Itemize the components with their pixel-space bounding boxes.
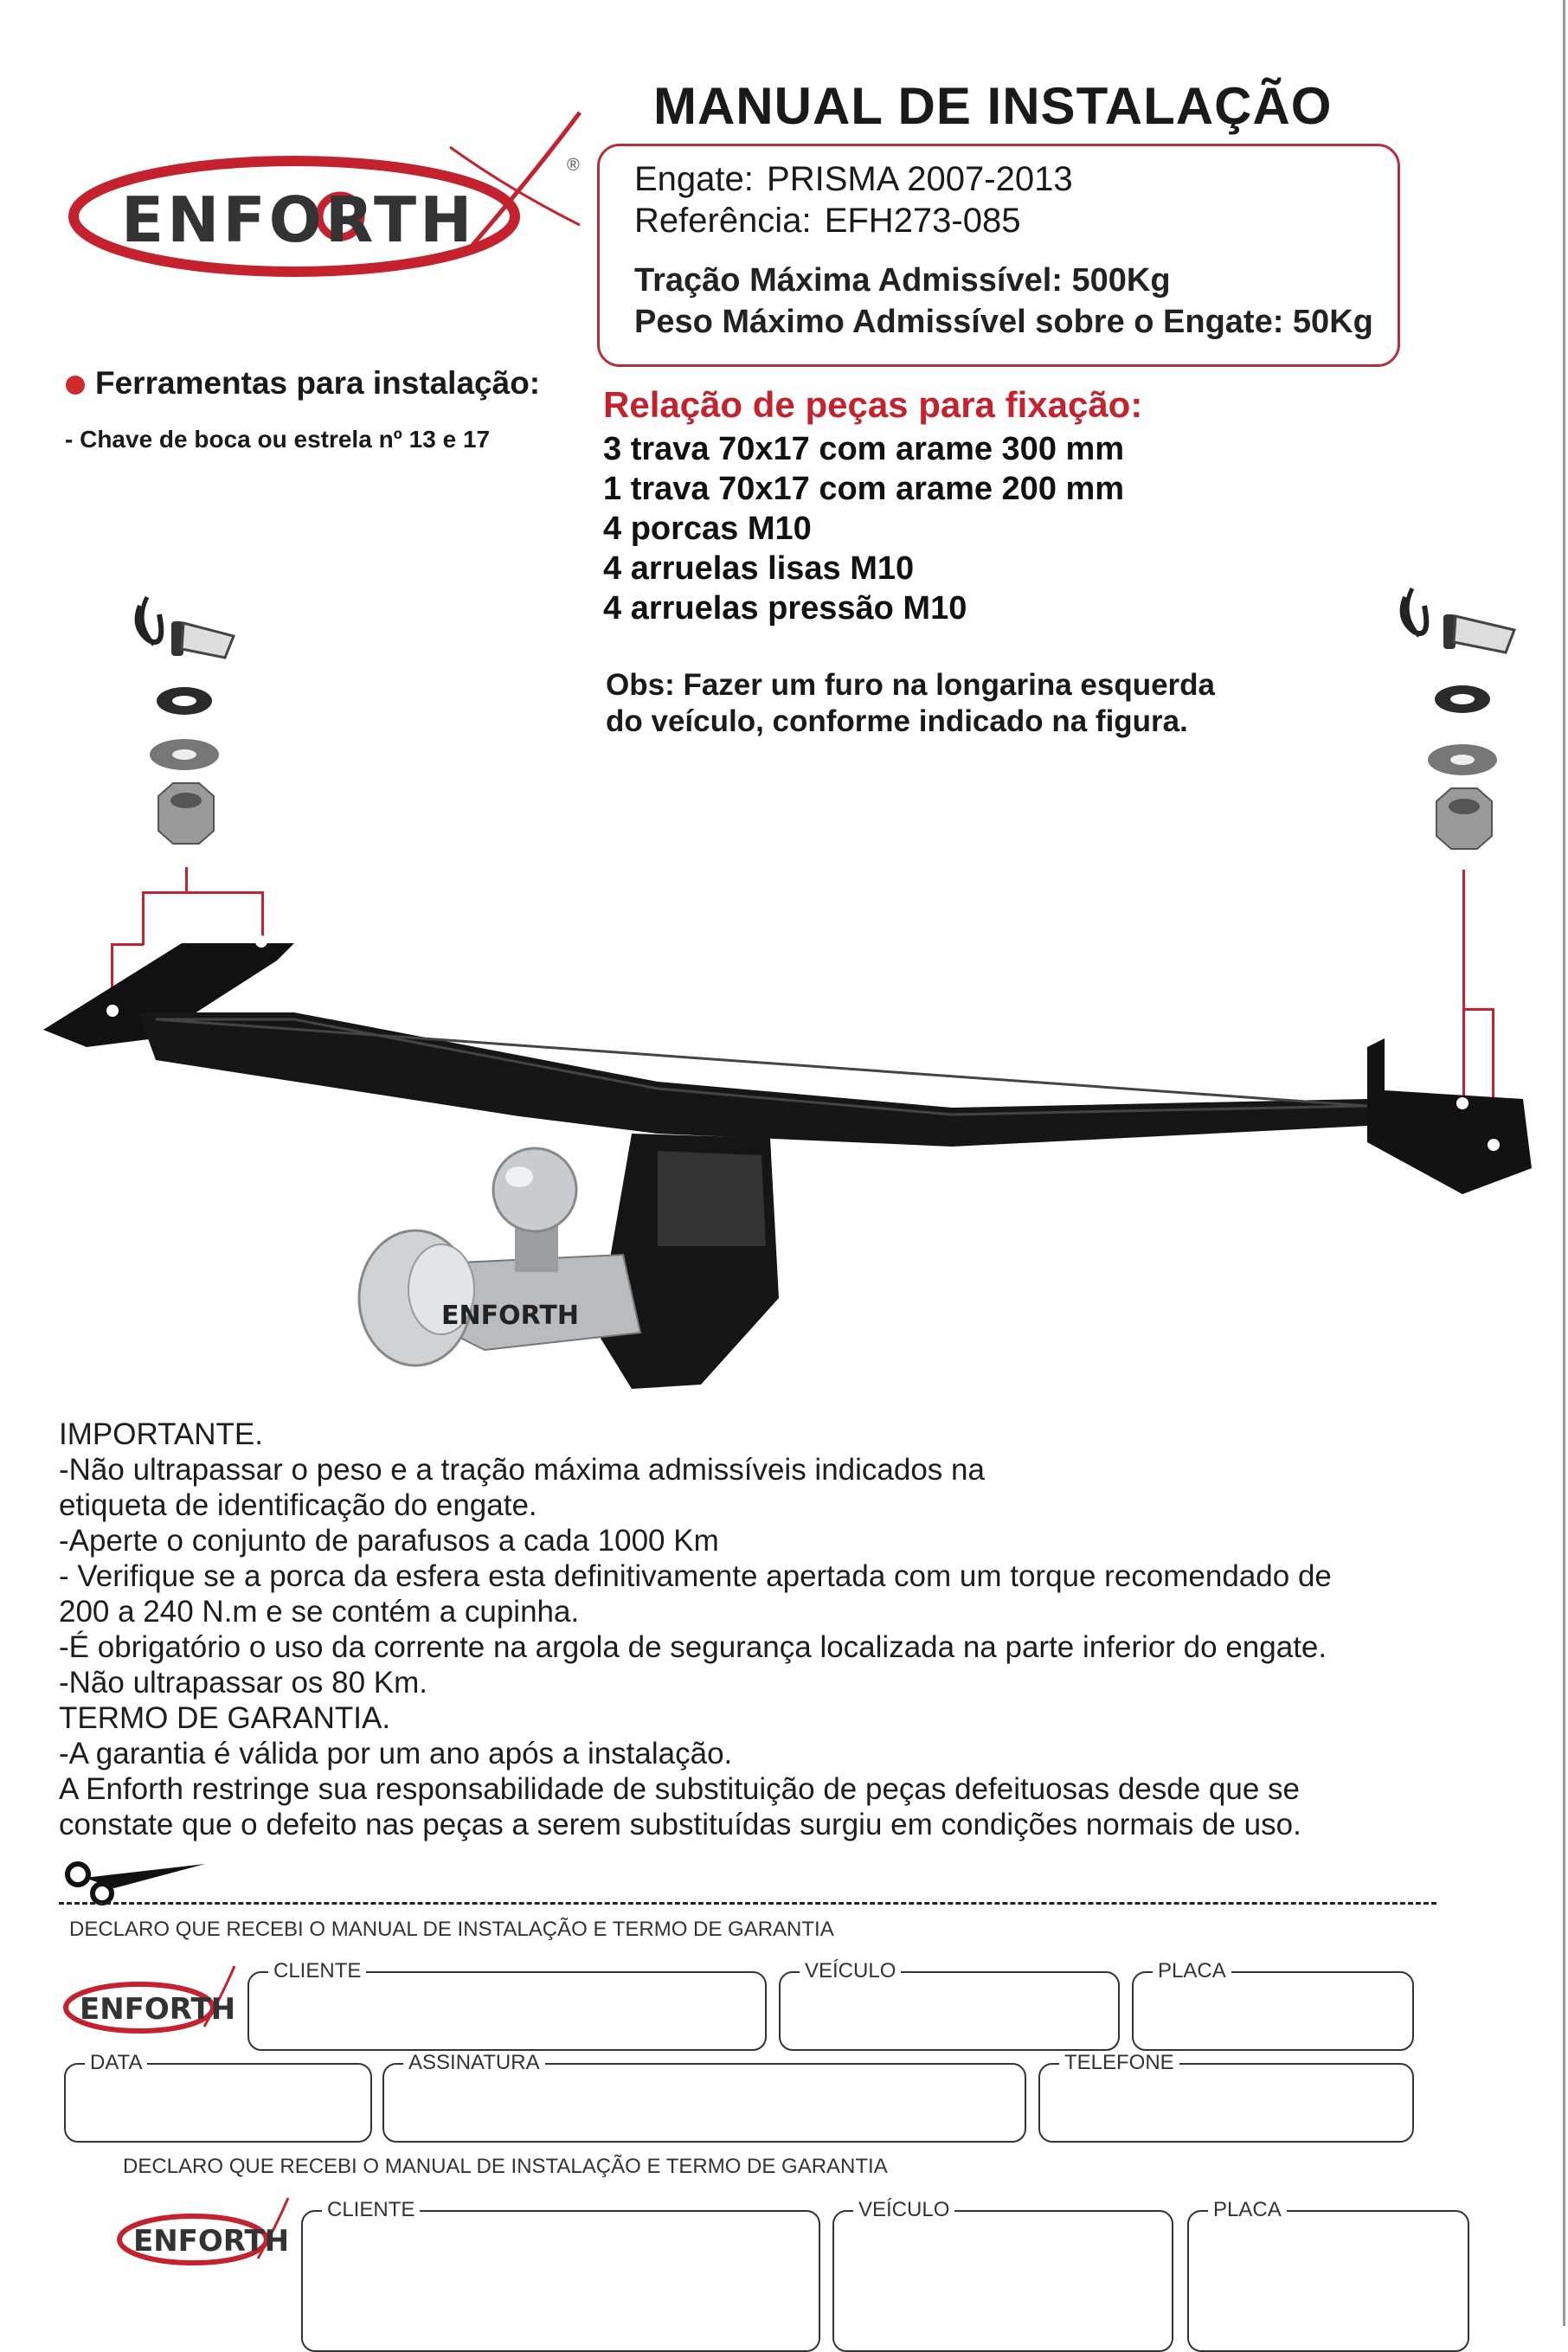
engate-value: PRISMA 2007-2013 <box>767 160 1073 198</box>
connector-line <box>185 867 188 893</box>
important-line: -A garantia é válida por um ano após a instalação. <box>59 1737 733 1770</box>
scissors-icon <box>62 1859 209 1915</box>
obs-line-1: Obs: Fazer um furo na longarina esquerda <box>606 668 1216 702</box>
form-logo <box>57 1957 239 2044</box>
wire-clip-icon <box>1403 588 1514 652</box>
assinatura-label: ASSINATURA <box>403 2051 545 2075</box>
telefone-label: TELEFONE <box>1059 2051 1179 2075</box>
lock-washer-icon <box>157 687 212 715</box>
spec-box <box>597 144 1400 367</box>
referencia-label: Referência: <box>634 202 812 240</box>
important-line: TERMO DE GARANTIA. <box>59 1701 391 1735</box>
hardware-stack-left <box>121 588 260 865</box>
parts-item: 4 porcas M10 <box>603 511 812 547</box>
page-edge-line <box>1563 0 1565 2326</box>
hex-nut-icon <box>158 783 214 844</box>
engate-row <box>634 160 1073 199</box>
important-line: etiqueta de identificação do engate. <box>59 1488 537 1522</box>
data-field[interactable] <box>64 2051 372 2143</box>
data-label: DATA <box>85 2051 147 2075</box>
referencia-row <box>634 202 1020 241</box>
registered-mark: ® <box>567 156 580 175</box>
flat-washer-icon <box>150 739 219 770</box>
veiculo-copy-label: VEÍCULO <box>853 2198 954 2222</box>
cliente-copy-label: CLIENTE <box>322 2198 420 2222</box>
form-copy-declaration: DECLARO QUE RECEBI O MANUAL DE INSTALAÇÃO E TERMO DE GARANTIA <box>123 2155 888 2178</box>
obs-line-2: do veículo, conforme indicado na figura. <box>606 704 1188 738</box>
page-title: MANUAL DE INSTALAÇÃO <box>653 77 1333 135</box>
tools-bullet-icon <box>66 376 85 395</box>
important-line: constate que o defeito nas peças a serem substituídas surgiu em condições normais de uso. <box>59 1808 1301 1841</box>
flat-washer-icon <box>1428 744 1497 775</box>
cut-line <box>59 1902 1436 1905</box>
important-line: A Enforth restringe sua responsabilidade de substituição de peças defeituosas desde que se <box>59 1772 1301 1806</box>
telefone-field[interactable] <box>1038 2051 1414 2143</box>
assinatura-field[interactable] <box>382 2051 1026 2143</box>
veiculo-copy-field[interactable] <box>832 2198 1173 2352</box>
engate-label: Engate: <box>634 160 754 198</box>
veiculo-label: VEÍCULO <box>800 1959 901 1983</box>
important-line: -Não ultrapassar o peso e a tração máxima admissíveis indicados na <box>59 1453 985 1487</box>
tools-item: - Chave de boca ou estrela nº 13 e 17 <box>65 426 491 453</box>
ball-plate-label: ENFORTH <box>441 1301 579 1331</box>
wire-clip-icon <box>138 597 234 658</box>
peso-text: Peso Máximo Admissível sobre o Engate: 50Kg <box>634 304 1373 340</box>
important-line: - Verifique se a porca da esfera esta definitivamente apertada com um torque recomendado de <box>59 1559 1332 1593</box>
hardware-stack-right <box>1393 580 1532 865</box>
important-line: -É obrigatório o uso da corrente na argola de segurança localizada na parte inferior do engate. <box>59 1630 1327 1664</box>
important-line: 200 a 240 N.m e se contém a cupinha. <box>59 1595 580 1629</box>
placa-field[interactable] <box>1132 1959 1414 2051</box>
form-logo-text: ENFORTH <box>80 1992 236 2027</box>
tow-hitch-figure <box>35 917 1540 1402</box>
form-declaration: DECLARO QUE RECEBI O MANUAL DE INSTALAÇÃO E TERMO DE GARANTIA <box>69 1918 834 1941</box>
parts-item: 4 arruelas pressão M10 <box>603 590 967 627</box>
referencia-value: EFH273-085 <box>824 202 1021 240</box>
placa-copy-label: PLACA <box>1208 2198 1287 2222</box>
parts-item: 3 trava 70x17 com arame 300 mm <box>603 431 1125 467</box>
connector-line <box>142 891 263 894</box>
lock-washer-icon <box>1435 685 1490 713</box>
logo-text: ENFORTH <box>121 183 476 256</box>
important-line: -Não ultrapassar os 80 Km. <box>59 1666 428 1700</box>
enforth-logo <box>61 95 588 286</box>
tools-heading: Ferramentas para instalação: <box>95 365 541 401</box>
form-copy-logo <box>111 2189 292 2276</box>
placa-copy-field[interactable] <box>1187 2198 1469 2352</box>
parts-item: 4 arruelas lisas M10 <box>603 550 915 587</box>
cliente-label: CLIENTE <box>268 1959 366 1983</box>
veiculo-field[interactable] <box>779 1959 1120 2051</box>
placa-label: PLACA <box>1153 1959 1231 1983</box>
parts-item: 1 trava 70x17 com arame 200 mm <box>603 471 1125 507</box>
hex-nut-icon <box>1436 788 1492 849</box>
tracao-text: Tração Máxima Admissível: 500Kg <box>634 262 1171 299</box>
important-line: -Aperte o conjunto de parafusos a cada 1000 Km <box>59 1524 719 1558</box>
form-copy-logo-text: ENFORTH <box>133 2224 290 2259</box>
cliente-field[interactable] <box>247 1959 767 2051</box>
cliente-copy-field[interactable] <box>301 2198 820 2352</box>
important-line: IMPORTANTE. <box>59 1417 263 1451</box>
parts-heading: Relação de peças para fixação: <box>603 384 1143 425</box>
